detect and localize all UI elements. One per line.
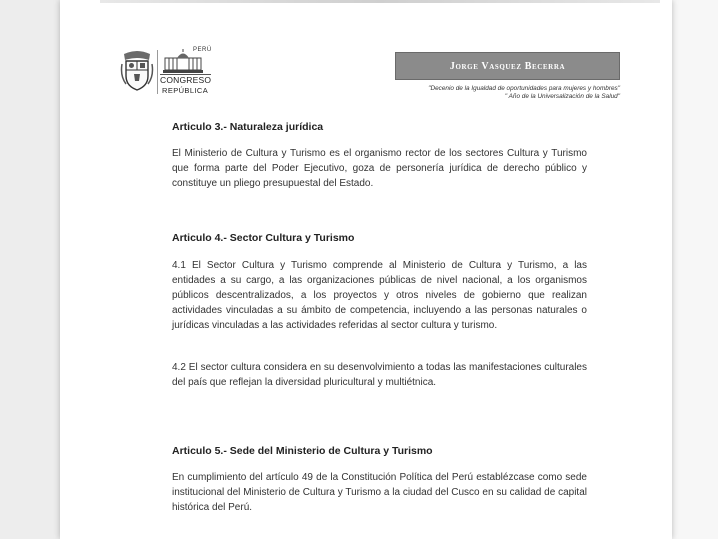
- author-name-banner: [395, 52, 620, 80]
- article-3-paragraph: El Ministerio de Cultura y Turismo es el organismo rector de los sectores Cultura y Turismo que forma parte del Poder Ejecutivo, goza de personería jurídica de derecho público y constituye un pliego presupuestal del Estado.: [172, 148, 587, 189]
- article-4-heading: Articulo 4.- Sector Cultura y Turismo: [172, 232, 355, 244]
- logo-separator: [157, 50, 158, 94]
- document-page: [60, 0, 672, 539]
- republica-label: REPÚBLICA: [162, 86, 209, 95]
- article-5-body: [172, 470, 587, 515]
- author-name: Jorge Vasquez Becerra: [449, 60, 566, 72]
- background-strip: [672, 0, 718, 539]
- article-5-heading: Articulo 5.- Sede del Ministerio de Cultura y Turismo: [172, 445, 433, 457]
- article-3-body: [172, 146, 587, 191]
- decenio-caption: [380, 85, 620, 101]
- article-4-1-paragraph: 4.1 El Sector Cultura y Turismo comprende al Ministerio de Cultura y Turismo, a las entidades a su cargo, a las organizaciones públicas de nivel nacional, a los organismos públicos descentralizados, a los proyectos y otros niveles de gobierno que realizan actividades vinculadas a su ámbito de competencia, incluyendo a las personas naturales o jurídicas vinculadas a las actividades referidas al sector cultura y turismo.: [172, 260, 587, 331]
- article-3-heading: Articulo 3.- Naturaleza jurídica: [172, 121, 324, 133]
- article-5-paragraph: En cumplimiento del artículo 49 de la Constitución Política del Perú establézcase como sede institucional del Ministerio de Cultura y Turismo a la ciudad del Cusco en su calidad de capital histórica del Perú.: [172, 472, 587, 513]
- article-4-1-body: [172, 258, 587, 333]
- top-edge-line: [100, 0, 660, 3]
- decenio-line-1: "Decenio de la Igualdad de oportunidades para mujeres y hombres": [428, 85, 620, 92]
- peru-label: PERÚ: [193, 47, 212, 53]
- congreso-label: CONGRESO: [160, 75, 212, 85]
- decenio-line-2: " Año de la Universalización de la Salud": [504, 93, 620, 100]
- article-4-2-body: [172, 360, 587, 390]
- peru-coat-of-arms-icon: [120, 48, 154, 92]
- article-4-2-paragraph: 4.2 El sector cultura considera en su desenvolvimiento a todas las manifestaciones culturales del país que reflejan la diversidad pluricultural y multiétnica.: [172, 362, 587, 388]
